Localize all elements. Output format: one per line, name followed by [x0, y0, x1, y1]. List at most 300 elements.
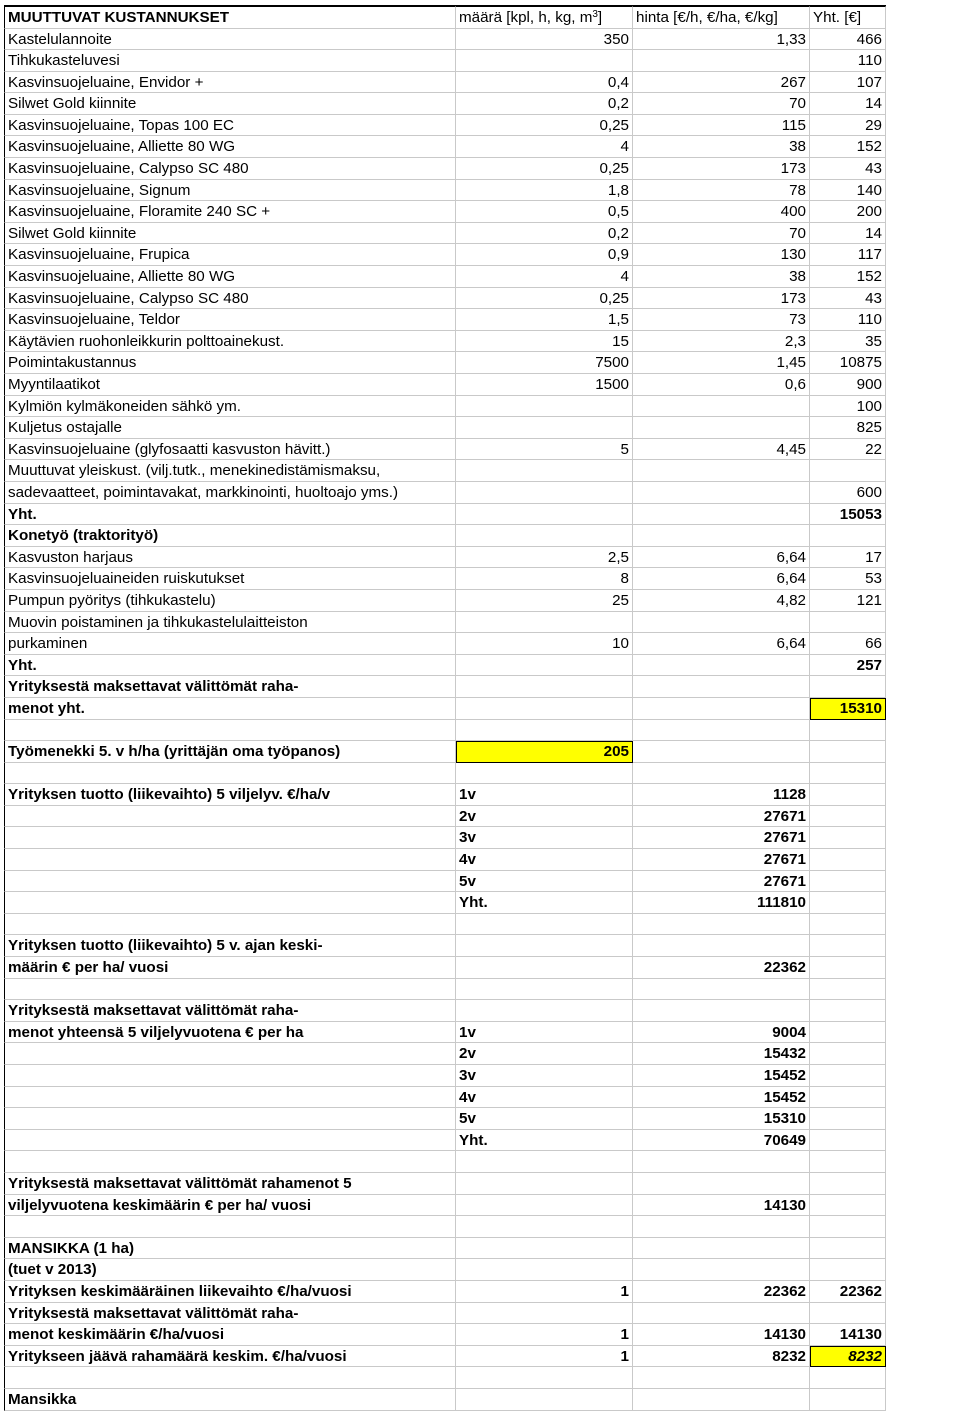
table-cell-c[interactable]	[633, 1000, 810, 1022]
table-cell-c[interactable]	[633, 763, 810, 785]
table-cell-c[interactable]: 27671	[633, 849, 810, 871]
table-row	[4, 1238, 886, 1260]
table-cell-b[interactable]: 4v	[456, 849, 633, 871]
table-cell-d[interactable]	[810, 806, 886, 828]
table-cell-a[interactable]: Yrityksen keskimääräinen liikevaihto €/ha/vuosi	[4, 1281, 456, 1303]
table-cell-c[interactable]: 38	[633, 136, 810, 158]
table-cell-a[interactable]: Yrityksen tuotto (liikevaihto) 5 viljelyv. €/ha/v	[4, 784, 456, 806]
table-row	[4, 1303, 886, 1325]
table-cell-a[interactable]	[4, 763, 456, 785]
table-cell-a[interactable]	[4, 1367, 456, 1389]
table-cell-b[interactable]: 4	[456, 136, 633, 158]
table-cell-d[interactable]: 152	[810, 136, 886, 158]
table-row	[4, 1151, 886, 1173]
table-row	[4, 1389, 886, 1411]
table-cell-b[interactable]	[456, 957, 633, 979]
table-cell-c[interactable]	[633, 1173, 810, 1195]
table-cell-a[interactable]: Kasvinsuojeluaineiden ruiskutukset	[4, 568, 456, 590]
table-cell-a[interactable]: Kasvinsuojeluaine, Teldor	[4, 309, 456, 331]
table-cell-c[interactable]	[633, 50, 810, 72]
table-cell-b[interactable]: 7500	[456, 352, 633, 374]
table-cell-d[interactable]: 10875	[810, 352, 886, 374]
table-cell-c[interactable]: 70	[633, 93, 810, 115]
table-cell-c[interactable]	[633, 612, 810, 634]
table-cell-d[interactable]	[810, 784, 886, 806]
table-cell-b[interactable]	[456, 1367, 633, 1389]
table-row	[4, 201, 886, 223]
table-cell-d[interactable]: 14	[810, 223, 886, 245]
table-cell-a[interactable]: Kasvinsuojeluaine, Floramite 240 SC +	[4, 201, 456, 223]
table-cell-c[interactable]	[633, 720, 810, 742]
table-cell-b[interactable]	[456, 504, 633, 526]
table-row	[4, 72, 886, 94]
table-cell-d[interactable]: 43	[810, 288, 886, 310]
table-cell-d[interactable]: 117	[810, 244, 886, 266]
table-cell-b[interactable]: 1	[456, 1346, 633, 1368]
table-cell-b[interactable]	[456, 1389, 633, 1411]
table-cell-b[interactable]: 1	[456, 1324, 633, 1346]
table-cell-c[interactable]: 15310	[633, 1108, 810, 1130]
table-cell-a[interactable]: Yritykseen jäävä rahamäärä keskim. €/ha/vuosi	[4, 1346, 456, 1368]
table-cell-d[interactable]	[810, 1238, 886, 1260]
table-cell-c[interactable]: 70649	[633, 1130, 810, 1152]
table-cell-c[interactable]: 27671	[633, 827, 810, 849]
table-cell-b[interactable]	[456, 1216, 633, 1238]
table-cell-d[interactable]	[810, 741, 886, 763]
table-cell-c[interactable]	[633, 698, 810, 720]
table-cell-c[interactable]: 15452	[633, 1065, 810, 1087]
table-cell-a[interactable]: Kasvinsuojeluaine, Alliette 80 WG	[4, 136, 456, 158]
table-row	[4, 871, 886, 893]
table-cell-b[interactable]: 1	[456, 1281, 633, 1303]
table-cell-a[interactable]: Yrityksen tuotto (liikevaihto) 5 v. ajan keski-	[4, 935, 456, 957]
table-cell-b[interactable]	[456, 676, 633, 698]
table-cell-c[interactable]: 267	[633, 72, 810, 94]
table-cell-d[interactable]	[810, 914, 886, 936]
table-cell-d[interactable]	[810, 871, 886, 893]
table-cell-d[interactable]: 110	[810, 309, 886, 331]
table-cell-d[interactable]: 257	[810, 655, 886, 677]
table-cell-b[interactable]	[456, 763, 633, 785]
table-cell-c[interactable]	[633, 460, 810, 482]
table-cell-a[interactable]: Kasvinsuojeluaine, Calypso SC 480	[4, 158, 456, 180]
table-cell-d[interactable]: 35	[810, 331, 886, 353]
table-row	[4, 1087, 886, 1109]
table-cell-c[interactable]: 6,64	[633, 633, 810, 655]
table-cell-d[interactable]	[810, 525, 886, 547]
table-cell-c[interactable]: 115	[633, 115, 810, 137]
table-cell-c[interactable]: 1,45	[633, 352, 810, 374]
table-row	[4, 158, 886, 180]
table-cell-d[interactable]	[810, 676, 886, 698]
table-cell-c[interactable]: 173	[633, 288, 810, 310]
table-cell-a[interactable]	[4, 1065, 456, 1087]
table-row	[4, 1195, 886, 1217]
table-cell-c[interactable]	[633, 979, 810, 1001]
table-cell-d[interactable]	[810, 1216, 886, 1238]
table-cell-b[interactable]	[456, 935, 633, 957]
table-cell-c[interactable]	[633, 1238, 810, 1260]
table-cell-a[interactable]: MANSIKKA (1 ha)	[4, 1238, 456, 1260]
table-row	[4, 374, 886, 396]
table-cell-b[interactable]	[456, 50, 633, 72]
table-cell-b[interactable]	[456, 612, 633, 634]
table-cell-d[interactable]: 152	[810, 266, 886, 288]
table-cell-a[interactable]: Kasvinsuojeluaine, Topas 100 EC	[4, 115, 456, 137]
table-cell-a[interactable]	[4, 1087, 456, 1109]
table-cell-d[interactable]	[810, 612, 886, 634]
table-cell-c[interactable]: 38	[633, 266, 810, 288]
table-cell-d[interactable]	[810, 979, 886, 1001]
table-cell-b[interactable]: 1500	[456, 374, 633, 396]
table-cell-a[interactable]: Poimintakustannus	[4, 352, 456, 374]
table-cell-c[interactable]: 22362	[633, 957, 810, 979]
spreadsheet	[4, 5, 886, 1411]
table-cell-c[interactable]: 4,45	[633, 439, 810, 461]
table-row	[4, 396, 886, 418]
table-cell-b[interactable]: Yht.	[456, 892, 633, 914]
table-cell-b[interactable]: 0,25	[456, 288, 633, 310]
table-cell-c[interactable]	[633, 417, 810, 439]
table-cell-c[interactable]	[633, 504, 810, 526]
table-cell-b[interactable]	[456, 482, 633, 504]
table-cell-b[interactable]: 5v	[456, 871, 633, 893]
table-cell-c[interactable]: 73	[633, 309, 810, 331]
table-cell-a[interactable]: Yrityksestä maksettavat välittömät raha-	[4, 1000, 456, 1022]
table-cell-a[interactable]: Konetyö (traktorityö)	[4, 525, 456, 547]
table-cell-d[interactable]: 110	[810, 50, 886, 72]
table-cell-d[interactable]: 825	[810, 417, 886, 439]
table-row	[4, 29, 886, 51]
table-cell-d[interactable]: 107	[810, 72, 886, 94]
table-cell-c[interactable]	[633, 1389, 810, 1411]
table-cell-b[interactable]	[456, 1259, 633, 1281]
table-cell-d[interactable]	[810, 892, 886, 914]
table-cell-c[interactable]	[633, 1151, 810, 1173]
header-total[interactable]: Yht. [€]	[810, 6, 886, 29]
table-cell-a[interactable]	[4, 1216, 456, 1238]
table-cell-b[interactable]: 2v	[456, 806, 633, 828]
table-cell-a[interactable]	[4, 1043, 456, 1065]
table-cell-d[interactable]: 43	[810, 158, 886, 180]
table-cell-a[interactable]: Yht.	[4, 504, 456, 526]
table-row	[4, 1130, 886, 1152]
table-cell-a[interactable]: viljelyvuotena keskimäärin € per ha/ vuosi	[4, 1195, 456, 1217]
table-cell-d[interactable]: 100	[810, 396, 886, 418]
table-cell-d[interactable]	[810, 1087, 886, 1109]
table-cell-b[interactable]: 350	[456, 29, 633, 51]
table-cell-a[interactable]: Kylmiön kylmäkoneiden sähkö ym.	[4, 396, 456, 418]
table-cell-a[interactable]: Kasvinsuojeluaine, Frupica	[4, 244, 456, 266]
table-cell-b[interactable]	[456, 1000, 633, 1022]
table-cell-d[interactable]: 14	[810, 93, 886, 115]
table-cell-b[interactable]	[456, 1173, 633, 1195]
table-cell-a[interactable]: Kasvinsuojeluaine, Signum	[4, 180, 456, 202]
table-cell-c[interactable]	[633, 396, 810, 418]
table-cell-c[interactable]: 14130	[633, 1195, 810, 1217]
table-cell-d[interactable]: 140	[810, 180, 886, 202]
table-row	[4, 266, 886, 288]
table-cell-b[interactable]: 3v	[456, 1065, 633, 1087]
table-cell-d[interactable]	[810, 1303, 886, 1325]
table-row	[4, 590, 886, 612]
table-cell-d[interactable]: 466	[810, 29, 886, 51]
table-row	[4, 244, 886, 266]
table-cell-d[interactable]	[810, 763, 886, 785]
table-cell-a[interactable]: menot keskimäärin €/ha/vuosi	[4, 1324, 456, 1346]
table-cell-b[interactable]: 0,4	[456, 72, 633, 94]
table-cell-a[interactable]: Työmenekki 5. v h/ha (yrittäjän oma työpanos)	[4, 741, 456, 763]
table-row	[4, 720, 886, 742]
table-cell-d[interactable]	[810, 460, 886, 482]
table-cell-c[interactable]: 27671	[633, 806, 810, 828]
table-cell-c[interactable]: 173	[633, 158, 810, 180]
table-cell-d[interactable]	[810, 1130, 886, 1152]
table-cell-d[interactable]	[810, 1043, 886, 1065]
table-cell-b[interactable]	[456, 1303, 633, 1325]
table-row	[4, 309, 886, 331]
table-cell-d[interactable]	[810, 720, 886, 742]
table-cell-d[interactable]: 53	[810, 568, 886, 590]
table-cell-b[interactable]: 25	[456, 590, 633, 612]
table-cell-d[interactable]	[810, 1367, 886, 1389]
table-cell-a[interactable]	[4, 871, 456, 893]
table-cell-b[interactable]: 0,5	[456, 201, 633, 223]
table-cell-c[interactable]: 0,6	[633, 374, 810, 396]
table-cell-c[interactable]	[633, 741, 810, 763]
table-cell-b[interactable]: 2,5	[456, 547, 633, 569]
table-cell-d[interactable]: 22362	[810, 1281, 886, 1303]
table-cell-c[interactable]: 1,33	[633, 29, 810, 51]
table-cell-b[interactable]	[456, 979, 633, 1001]
table-cell-d[interactable]: 17	[810, 547, 886, 569]
table-cell-b[interactable]	[456, 1151, 633, 1173]
table-cell-a[interactable]	[4, 1130, 456, 1152]
table-cell-a[interactable]: purkaminen	[4, 633, 456, 655]
table-row	[4, 547, 886, 569]
table-cell-a[interactable]	[4, 914, 456, 936]
table-row	[4, 504, 886, 526]
table-cell-b[interactable]	[456, 1195, 633, 1217]
table-cell-a[interactable]	[4, 1108, 456, 1130]
table-cell-c[interactable]: 22362	[633, 1281, 810, 1303]
table-cell-a[interactable]: Tihkukasteluvesi	[4, 50, 456, 72]
table-cell-a[interactable]: Kasvinsuojeluaine, Calypso SC 480	[4, 288, 456, 310]
table-cell-c[interactable]	[633, 1216, 810, 1238]
table-row	[4, 568, 886, 590]
table-row	[4, 979, 886, 1001]
table-cell-c[interactable]	[633, 1303, 810, 1325]
table-cell-a[interactable]: menot yht.	[4, 698, 456, 720]
table-cell-c[interactable]: 130	[633, 244, 810, 266]
table-cell-a[interactable]: sadevaatteet, poimintavakat, markkinointi, huoltoajo yms.)	[4, 482, 456, 504]
table-cell-a[interactable]: Käytävien ruohonleikkurin polttoainekust.	[4, 331, 456, 353]
table-cell-d[interactable]	[810, 957, 886, 979]
table-cell-b[interactable]: 0,25	[456, 115, 633, 137]
table-cell-c[interactable]: 111810	[633, 892, 810, 914]
table-cell-d[interactable]: 14130	[810, 1324, 886, 1346]
table-cell-c[interactable]: 27671	[633, 871, 810, 893]
table-cell-b[interactable]	[456, 460, 633, 482]
table-cell-c[interactable]	[633, 935, 810, 957]
table-cell-c[interactable]	[633, 482, 810, 504]
table-cell-b[interactable]: 1v	[456, 784, 633, 806]
table-cell-d[interactable]	[810, 935, 886, 957]
table-cell-c[interactable]: 14130	[633, 1324, 810, 1346]
table-cell-d[interactable]	[810, 1259, 886, 1281]
table-cell-a[interactable]	[4, 720, 456, 742]
table-cell-a[interactable]: Yrityksestä maksettavat välittömät rahamenot 5	[4, 1173, 456, 1195]
table-cell-d[interactable]: 29	[810, 115, 886, 137]
table-row	[4, 352, 886, 374]
table-cell-c[interactable]: 8232	[633, 1346, 810, 1368]
table-cell-b[interactable]: 1,5	[456, 309, 633, 331]
table-cell-d[interactable]	[810, 827, 886, 849]
table-cell-d[interactable]	[810, 1173, 886, 1195]
table-cell-a[interactable]	[4, 892, 456, 914]
table-cell-d[interactable]: 900	[810, 374, 886, 396]
table-row	[4, 331, 886, 353]
table-cell-d[interactable]	[810, 1389, 886, 1411]
table-cell-b[interactable]	[456, 655, 633, 677]
table-cell-a[interactable]: Kuljetus ostajalle	[4, 417, 456, 439]
table-cell-c[interactable]: 400	[633, 201, 810, 223]
table-cell-c[interactable]: 70	[633, 223, 810, 245]
table-cell-b[interactable]	[456, 1238, 633, 1260]
table-cell-b[interactable]: 0,2	[456, 223, 633, 245]
table-cell-b[interactable]: 4v	[456, 1087, 633, 1109]
header-cost-item[interactable]: MUUTTUVAT KUSTANNUKSET	[4, 6, 456, 29]
header-price[interactable]: hinta [€/h, €/ha, €/kg]	[633, 6, 810, 29]
table-row	[4, 288, 886, 310]
table-cell-a[interactable]: (tuet v 2013)	[4, 1259, 456, 1281]
table-cell-c[interactable]	[633, 655, 810, 677]
table-cell-c[interactable]: 6,64	[633, 568, 810, 590]
table-cell-a[interactable]: määrin € per ha/ vuosi	[4, 957, 456, 979]
table-cell-c[interactable]: 4,82	[633, 590, 810, 612]
table-cell-a[interactable]: Pumpun pyöritys (tihkukastelu)	[4, 590, 456, 612]
table-cell-d[interactable]: 15310	[810, 698, 886, 720]
table-cell-c[interactable]: 1128	[633, 784, 810, 806]
table-cell-b[interactable]: Yht.	[456, 1130, 633, 1152]
table-cell-d[interactable]: 200	[810, 201, 886, 223]
table-cell-d[interactable]	[810, 1022, 886, 1044]
table-cell-d[interactable]	[810, 1108, 886, 1130]
table-cell-c[interactable]: 2,3	[633, 331, 810, 353]
table-row	[4, 1324, 886, 1346]
table-row	[4, 806, 886, 828]
table-cell-c[interactable]	[633, 914, 810, 936]
table-row	[4, 1065, 886, 1087]
table-cell-b[interactable]	[456, 525, 633, 547]
table-cell-b[interactable]: 5	[456, 439, 633, 461]
table-cell-b[interactable]	[456, 698, 633, 720]
table-cell-b[interactable]	[456, 396, 633, 418]
table-cell-d[interactable]: 66	[810, 633, 886, 655]
table-cell-a[interactable]: Yht.	[4, 655, 456, 677]
table-cell-b[interactable]	[456, 417, 633, 439]
table-cell-b[interactable]: 0,25	[456, 158, 633, 180]
table-cell-c[interactable]	[633, 1367, 810, 1389]
table-cell-b[interactable]: 205	[456, 741, 633, 763]
table-row	[4, 115, 886, 137]
table-row	[4, 763, 886, 785]
table-cell-a[interactable]: Kastelulannoite	[4, 29, 456, 51]
table-cell-a[interactable]	[4, 806, 456, 828]
table-cell-c[interactable]: 15432	[633, 1043, 810, 1065]
table-cell-c[interactable]	[633, 525, 810, 547]
table-row	[4, 612, 886, 634]
table-cell-c[interactable]	[633, 1259, 810, 1281]
header-row	[4, 5, 886, 29]
table-cell-a[interactable]: Muuttuvat yleiskust. (vilj.tutk., menekinedistämismaksu,	[4, 460, 456, 482]
table-cell-a[interactable]	[4, 1151, 456, 1173]
table-cell-a[interactable]	[4, 979, 456, 1001]
table-cell-d[interactable]: 8232	[810, 1346, 886, 1368]
table-cell-a[interactable]: Yrityksestä maksettavat välittömät raha-	[4, 676, 456, 698]
table-cell-a[interactable]: Silwet Gold kiinnite	[4, 223, 456, 245]
table-cell-b[interactable]: 0,2	[456, 93, 633, 115]
table-cell-a[interactable]: menot yhteensä 5 viljelyvuotena € per ha	[4, 1022, 456, 1044]
table-cell-a[interactable]: Kasvinsuojeluaine, Envidor +	[4, 72, 456, 94]
table-cell-d[interactable]	[810, 1000, 886, 1022]
table-row	[4, 1281, 886, 1303]
table-cell-b[interactable]: 1v	[456, 1022, 633, 1044]
table-cell-c[interactable]: 15452	[633, 1087, 810, 1109]
table-cell-b[interactable]: 8	[456, 568, 633, 590]
table-cell-c[interactable]: 78	[633, 180, 810, 202]
table-row	[4, 1022, 886, 1044]
table-cell-d[interactable]: 22	[810, 439, 886, 461]
header-quantity[interactable]	[456, 6, 633, 29]
table-cell-a[interactable]: Yrityksestä maksettavat välittömät raha-	[4, 1303, 456, 1325]
table-cell-b[interactable]: 5v	[456, 1108, 633, 1130]
table-row	[4, 655, 886, 677]
table-cell-a[interactable]: Myyntilaatikot	[4, 374, 456, 396]
table-cell-d[interactable]: 600	[810, 482, 886, 504]
table-cell-a[interactable]: Mansikka	[4, 1389, 456, 1411]
table-cell-a[interactable]: Kasvinsuojeluaine, Alliette 80 WG	[4, 266, 456, 288]
table-cell-d[interactable]	[810, 849, 886, 871]
table-row	[4, 1043, 886, 1065]
table-cell-b[interactable]	[456, 720, 633, 742]
table-cell-b[interactable]: 10	[456, 633, 633, 655]
table-cell-d[interactable]	[810, 1065, 886, 1087]
table-cell-c[interactable]: 9004	[633, 1022, 810, 1044]
table-cell-b[interactable]	[456, 914, 633, 936]
table-cell-a[interactable]: Kasvuston harjaus	[4, 547, 456, 569]
table-cell-b[interactable]: 3v	[456, 827, 633, 849]
table-cell-b[interactable]: 4	[456, 266, 633, 288]
table-cell-b[interactable]: 15	[456, 331, 633, 353]
table-cell-a[interactable]	[4, 827, 456, 849]
table-cell-a[interactable]: Muovin poistaminen ja tihkukastelulaitteiston	[4, 612, 456, 634]
table-cell-d[interactable]: 15053	[810, 504, 886, 526]
table-row	[4, 1216, 886, 1238]
table-cell-a[interactable]: Kasvinsuojeluaine (glyfosaatti kasvuston hävitt.)	[4, 439, 456, 461]
table-cell-d[interactable]	[810, 1151, 886, 1173]
table-cell-a[interactable]	[4, 849, 456, 871]
table-cell-c[interactable]: 6,64	[633, 547, 810, 569]
table-cell-c[interactable]	[633, 676, 810, 698]
table-cell-b[interactable]: 0,9	[456, 244, 633, 266]
table-cell-d[interactable]: 121	[810, 590, 886, 612]
table-cell-d[interactable]	[810, 1195, 886, 1217]
table-cell-a[interactable]: Silwet Gold kiinnite	[4, 93, 456, 115]
table-cell-b[interactable]: 1,8	[456, 180, 633, 202]
table-cell-b[interactable]: 2v	[456, 1043, 633, 1065]
table-row	[4, 914, 886, 936]
